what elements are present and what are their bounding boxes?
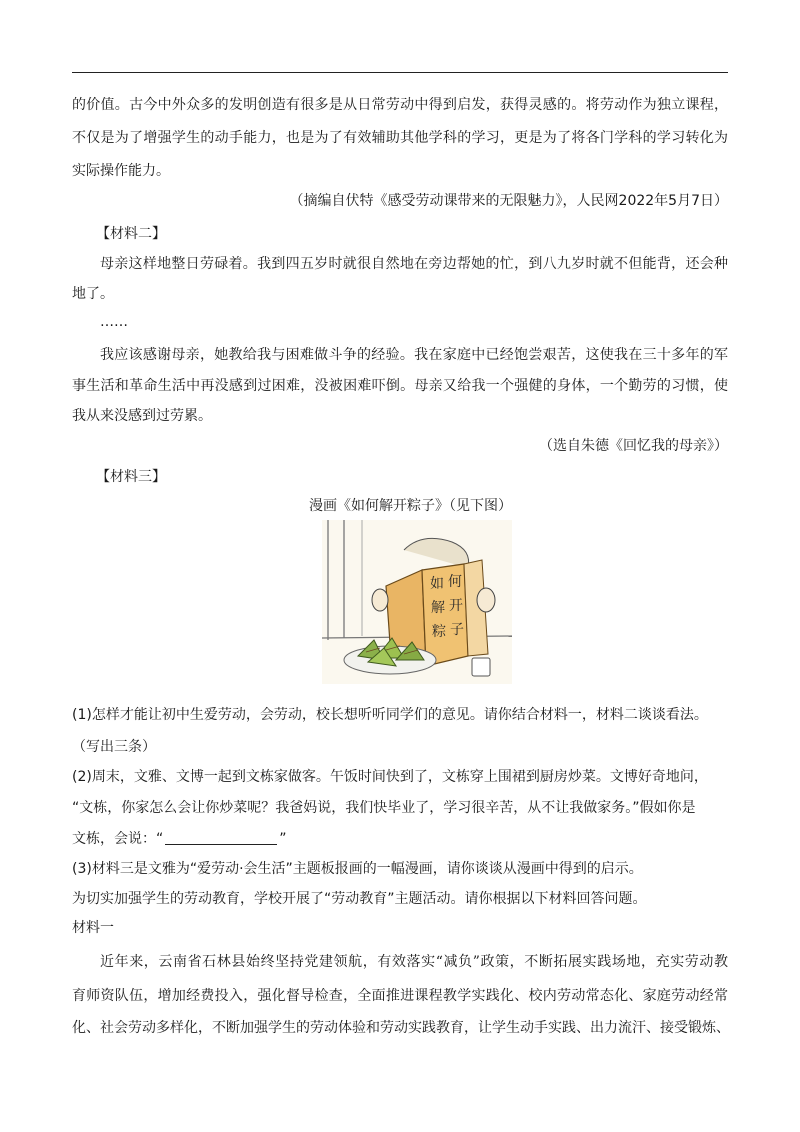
paragraph-line: 化、社会劳动多样化，不断加强学生的劳动体验和劳动实践教育，让学生动手实践、出力流汗、接受锻炼、 [72,1020,730,1036]
material-heading: 材料一 [72,920,114,936]
paragraph-line: 的价值。古今中外众多的发明创造有很多是从日常劳动中得到启发，获得灵感的。将劳动作为独立课程， [72,97,728,113]
book-title-char: 子 [450,622,464,638]
question-2-line: “文栋，你家怎么会让你炒菜呢？我爸妈说，我们快毕业了，学习很辛苦，从不让我做家务。”假如你是 [72,800,696,816]
source-citation: （摘编自伏特《感受劳动课带来的无限魅力》，人民网2022年5月7日） [289,193,728,209]
material-heading: 【材料三】 [96,469,166,485]
paragraph-line: 事生活和革命生活中再没感到过困难，没被困难吓倒。母亲又给我一个强健的身体，一个勤劳的习惯，使 [72,378,728,394]
answer-blank[interactable] [165,829,277,845]
book-title-char: 开 [449,598,463,614]
book-title-char: 解 [431,600,445,616]
paragraph-line: 不仅是为了增强学生的动手能力，也是为了有效辅助其他学科的学习，更是为了将各门学科的学习转化为 [72,130,728,146]
paragraph-line: 母亲这样地整日劳碌着。我到四五岁时就很自然地在旁边帮她的忙，到八九岁时就不但能背，还会种 [100,256,728,272]
paragraph-line: 地了。 [72,286,114,302]
book-title-char: 粽 [432,624,446,640]
question-2-line: (2)周末，文雅、文博一起到文栋家做客。午饭时间快到了，文栋穿上围裙到厨房炒菜。文博好奇地问， [72,769,708,785]
answer-prefix: 文栋，会说：“ [72,831,164,847]
header-rule [72,72,728,73]
activity-intro: 为切实加强学生的劳动教育，学校开展了“劳动教育”主题活动。请你根据以下材料回答问题。 [72,891,647,907]
book-title-char: 何 [448,574,462,590]
question-3: (3)材料三是文雅为“爱劳动·会生活”主题板报画的一幅漫画，请你谈谈从漫画中得到的启示。 [72,861,643,877]
source-citation: （选自朱德《回忆我的母亲》） [539,438,728,454]
paragraph-line: 我从来没感到过劳累。 [72,408,212,424]
cartoon-caption: 漫画《如何解开粽子》（见下图） [309,498,512,514]
ellipsis: …… [100,314,128,330]
answer-suffix: ” [279,831,287,847]
question-1: (1)怎样才能让初中生爱劳动，会劳动，校长想听听同学们的意见。请你结合材料一，材料二谈谈看法。 [72,707,708,723]
book-title-char: 如 [430,576,444,592]
material-heading: 【材料二】 [96,226,166,242]
question-2-answer [72,829,287,849]
paragraph-line: 近年来，云南省石林县始终坚持党建领航，有效落实“减负”政策，不断拓展实践场地，充实劳动教 [100,954,728,970]
paragraph-line: 育师资队伍，增加经费投入，强化督导检查，全面推进课程教学实践化、校内劳动常态化、家庭劳动经常 [72,988,728,1004]
question-1-note: （写出三条） [72,739,156,755]
cartoon-image [322,520,512,684]
paragraph-line: 实际操作能力。 [72,163,170,179]
paragraph-line: 我应该感谢母亲，她教给我与困难做斗争的经验。我在家庭中已经饱尝艰苦，这使我在三十多年的军 [100,347,728,363]
